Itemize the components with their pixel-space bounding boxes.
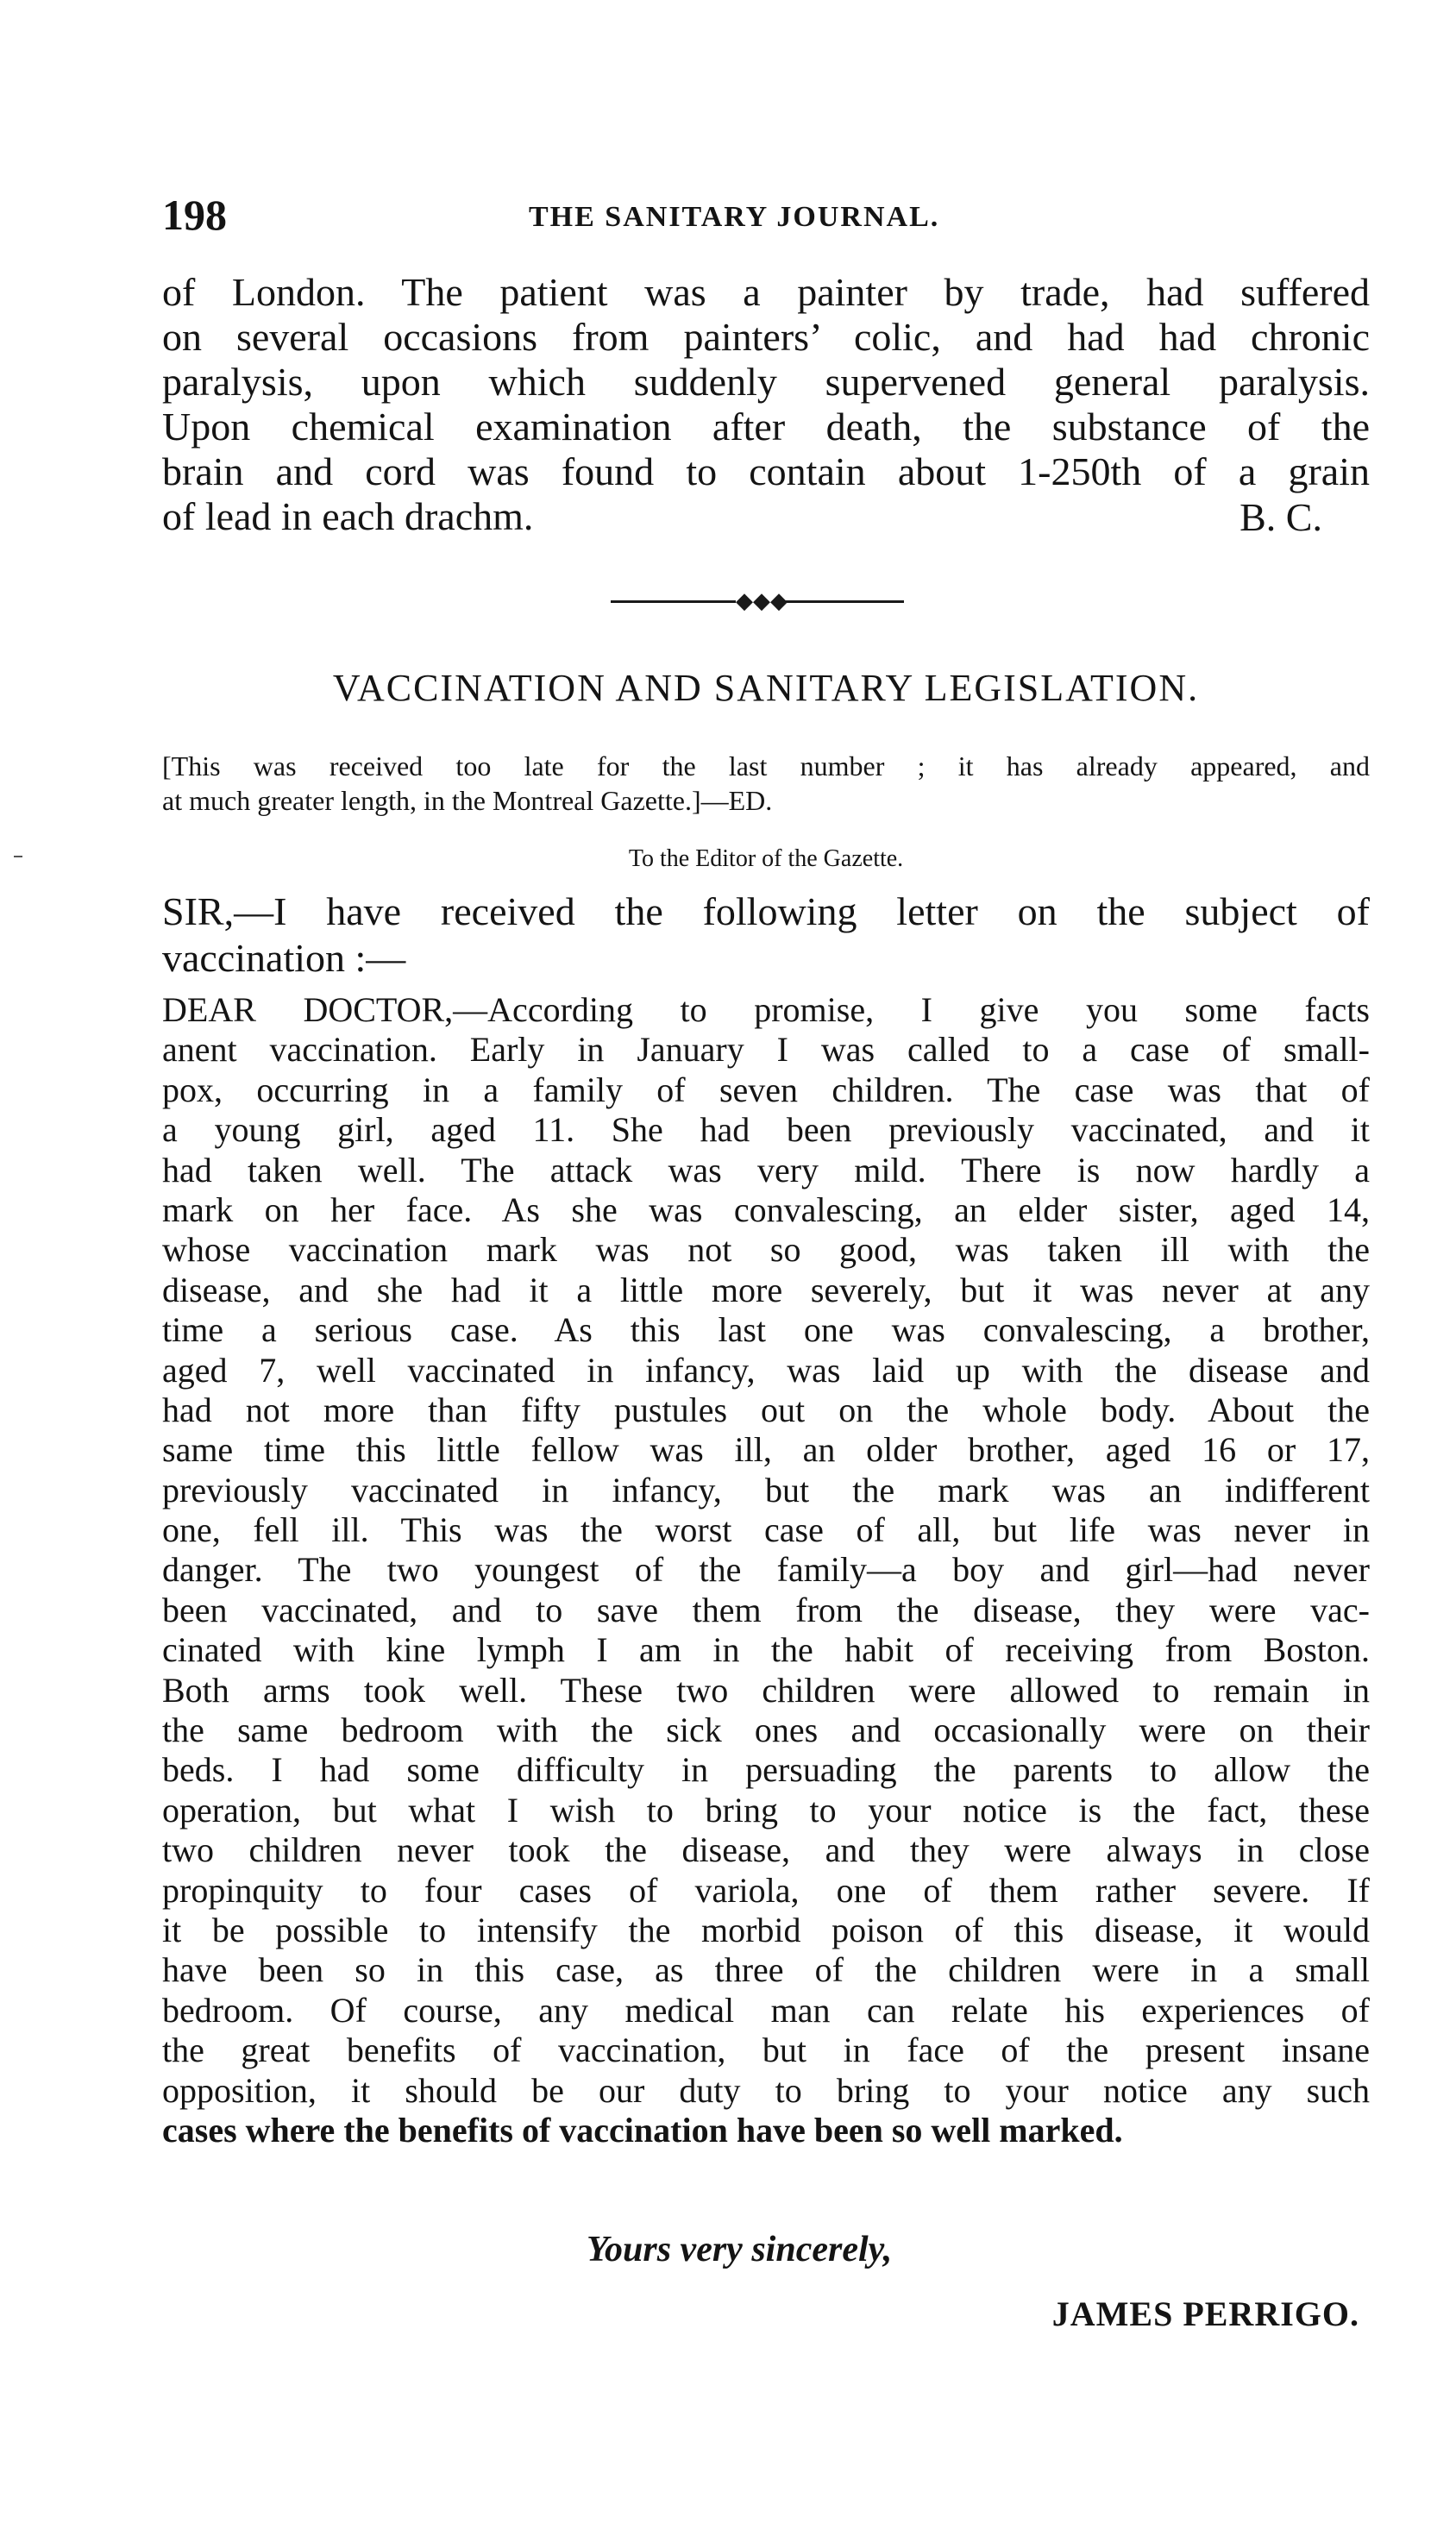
letter-line: same time this little fellow was ill, an older brother, aged 16 or 17, xyxy=(162,1430,1370,1470)
letter-line: cinated with kine lymph I am in the habit of receiving from Boston. xyxy=(162,1630,1370,1670)
letter-closing: Yours very sincerely, xyxy=(587,2230,893,2269)
letter-line: Both arms took well. These two children were allowed to remain in xyxy=(162,1670,1370,1710)
letter-body xyxy=(162,990,1370,2150)
article-title: VACCINATION AND SANITARY LEGISLATION. xyxy=(332,667,1200,709)
salutation-paragraph xyxy=(162,888,1370,982)
letter-line: the same bedroom with the sick ones and occasionally were on their xyxy=(162,1710,1370,1750)
author-initials: B. C. xyxy=(1239,495,1322,539)
page-header xyxy=(162,191,1370,239)
running-head: THE SANITARY JOURNAL. xyxy=(529,201,940,233)
letter-line: had not more than fifty pustules out on the whole body. About the xyxy=(162,1390,1370,1429)
letter-line: been vaccinated, and to save them from the disease, they were vac- xyxy=(162,1590,1370,1629)
letter-line: cases where the benefits of vaccination have been so well marked. xyxy=(162,2110,1123,2150)
editor-note xyxy=(162,749,1370,818)
letter-line: had taken well. The attack was very mild. There is now hardly a xyxy=(162,1150,1370,1189)
text-line: paralysis, upon which suddenly supervened general paralysis. xyxy=(162,360,1370,404)
letter-line: mark on her face. As she was convalescing, an elder sister, aged 14, xyxy=(162,1189,1370,1229)
text-line: Upon chemical examination after death, the substance of the xyxy=(162,405,1370,449)
letter-line: the great benefits of vaccination, but in face of the present insane xyxy=(162,2030,1370,2070)
text-line: brain and cord was found to contain about 1-250th of a grain xyxy=(162,449,1370,493)
letter-line: time a serious case. As this last one was convalescing, a brother, xyxy=(162,1310,1370,1350)
letter-signature: JAMES PERRIGO. xyxy=(1051,2294,1359,2333)
letter-line: anent vaccination. Early in January I was called to a case of small- xyxy=(162,1030,1370,1070)
letter-line: disease, and she had it a little more severely, but it was never at any xyxy=(162,1270,1370,1309)
note-line: at much greater length, in the Montreal Gazette.]—ED. xyxy=(162,785,773,816)
divider-ornament-icon: ◆◆◆ xyxy=(736,588,788,613)
note-line: [This was received too late for the last number ; it has already appeared, and xyxy=(162,750,1370,781)
letter-line: bedroom. Of course, any medical man can relate his experiences of xyxy=(162,1990,1370,2030)
to-editor-line: To the Editor of the Gazette. xyxy=(628,845,904,872)
letter-line: whose vaccination mark was not so good, was taken ill with the xyxy=(162,1230,1370,1270)
section-divider xyxy=(611,588,904,613)
letter-line: it be possible to intensify the morbid poison of this disease, it would xyxy=(162,1910,1370,1949)
letter-line: DEAR DOCTOR,—According to promise, I give you some facts xyxy=(162,990,1370,1029)
page-number: 198 xyxy=(162,191,227,239)
scan-edge-mark xyxy=(14,856,22,857)
text-line: of London. The patient was a painter by trade, had suffered xyxy=(162,270,1370,314)
intro-paragraph xyxy=(162,270,1370,539)
letter-line: propinquity to four cases of variola, one of them rather severe. If xyxy=(162,1870,1370,1910)
letter-line: a young girl, aged 11. She had been previously vaccinated, and it xyxy=(162,1110,1370,1150)
letter-line: aged 7, well vaccinated in infancy, was laid up with the disease and xyxy=(162,1350,1370,1390)
letter-line: two children never took the disease, and they were always in close xyxy=(162,1830,1370,1870)
text-line: SIR,—I have received the following letter on the subject of xyxy=(162,889,1370,933)
letter-line: have been so in this case, as three of the children were in a small xyxy=(162,1950,1370,1990)
text-line: on several occasions from painters’ colic, and had had chronic xyxy=(162,315,1370,359)
letter-line: beds. I had some difficulty in persuading the parents to allow the xyxy=(162,1750,1370,1790)
letter-line: previously vaccinated in infancy, but the mark was an indifferent xyxy=(162,1470,1370,1510)
letter-line: opposition, it should be our duty to bring to your notice any such xyxy=(162,2070,1370,2110)
letter-line: operation, but what I wish to bring to your notice is the fact, these xyxy=(162,1790,1370,1830)
text-line: of lead in each drachm. xyxy=(162,494,534,538)
letter-line: one, fell ill. This was the worst case of all, but life was never in xyxy=(162,1510,1370,1550)
letter-line: danger. The two youngest of the family—a boy and girl—had never xyxy=(162,1550,1370,1590)
letter-line: pox, occurring in a family of seven children. The case was that of xyxy=(162,1070,1370,1109)
text-line: vaccination :— xyxy=(162,936,406,980)
